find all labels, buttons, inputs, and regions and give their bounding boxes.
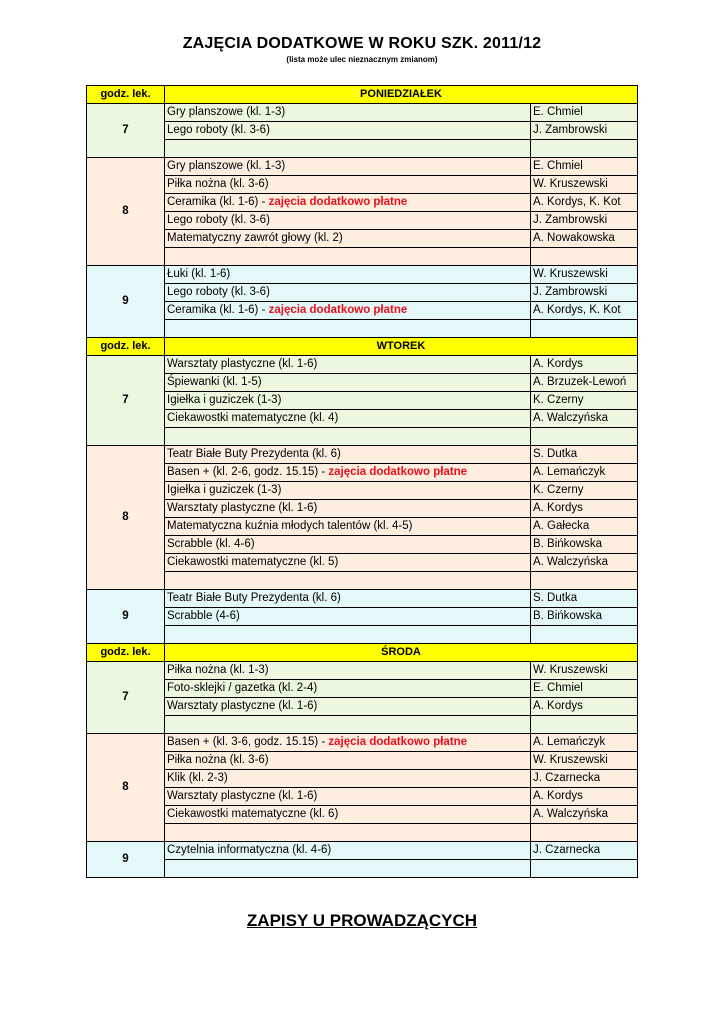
activity-cell bbox=[165, 410, 531, 428]
table-row bbox=[87, 698, 638, 716]
table-row bbox=[87, 230, 638, 248]
activity-cell bbox=[165, 230, 531, 248]
day-header-row bbox=[87, 644, 638, 662]
activity-cell bbox=[165, 608, 531, 626]
activity-cell bbox=[165, 536, 531, 554]
hour-column-header: godz. lek. bbox=[87, 338, 165, 356]
lesson-hour: 8 bbox=[87, 734, 165, 842]
activity-name: Basen + (kl. 3-6, godz. 15.15) - bbox=[167, 736, 329, 748]
table-row bbox=[87, 266, 638, 284]
activity-name: Gry planszowe (kl. 1-3) bbox=[167, 160, 286, 172]
table-row bbox=[87, 608, 638, 626]
lesson-hour: 7 bbox=[87, 104, 165, 158]
teacher-cell bbox=[531, 428, 638, 446]
table-row bbox=[87, 392, 638, 410]
teacher-cell bbox=[531, 716, 638, 734]
teacher-cell bbox=[531, 140, 638, 158]
activity-cell bbox=[165, 176, 531, 194]
activity-cell bbox=[165, 806, 531, 824]
teacher-cell: W. Kruszewski bbox=[531, 662, 638, 680]
activity-cell bbox=[165, 842, 531, 860]
activity-name: Czytelnia informatyczna (kl. 4-6) bbox=[167, 844, 332, 856]
activity-name: Warsztaty plastyczne (kl. 1-6) bbox=[167, 358, 318, 370]
activity-cell bbox=[165, 392, 531, 410]
paid-note: zajęcia dodatkowo płatne bbox=[328, 736, 468, 748]
activity-name: Piłka nożna (kl. 3-6) bbox=[167, 178, 269, 190]
table-row bbox=[87, 824, 638, 842]
activity-cell bbox=[165, 554, 531, 572]
table-row bbox=[87, 590, 638, 608]
activity-cell bbox=[165, 248, 531, 266]
teacher-cell: J. Czarnecka bbox=[531, 842, 638, 860]
activity-cell bbox=[165, 482, 531, 500]
page-subtitle: (lista może ulec nieznacznym zmianom) bbox=[286, 55, 438, 64]
teacher-cell: A. Lemańczyk bbox=[531, 734, 638, 752]
teacher-cell: A. Nowakowska bbox=[531, 230, 638, 248]
activity-cell bbox=[165, 788, 531, 806]
activity-name: Igiełka i guziczek (1-3) bbox=[167, 484, 282, 496]
activity-name: Śpiewanki (kl. 1-5) bbox=[167, 376, 262, 388]
activity-cell bbox=[165, 626, 531, 644]
table-row bbox=[87, 194, 638, 212]
activity-cell bbox=[165, 716, 531, 734]
activity-cell bbox=[165, 698, 531, 716]
table-row bbox=[87, 482, 638, 500]
paid-note: zajęcia dodatkowo płatne bbox=[268, 196, 408, 208]
day-name: WTOREK bbox=[165, 338, 638, 356]
teacher-cell: E. Chmiel bbox=[531, 104, 638, 122]
activity-name: Ciekawostki matematyczne (kl. 4) bbox=[167, 412, 339, 424]
activity-name: Teatr Białe Buty Prezydenta (kl. 6) bbox=[167, 448, 341, 460]
activity-name: Klik (kl. 2-3) bbox=[167, 772, 228, 784]
activity-name: Scrabble (4-6) bbox=[167, 610, 240, 622]
activity-cell bbox=[165, 320, 531, 338]
teacher-cell: A. Walczyńska bbox=[531, 554, 638, 572]
activity-cell bbox=[165, 356, 531, 374]
table-row bbox=[87, 140, 638, 158]
activity-cell bbox=[165, 860, 531, 878]
activity-name: Ceramika (kl. 1-6) - bbox=[167, 196, 269, 208]
teacher-cell: W. Kruszewski bbox=[531, 266, 638, 284]
teacher-cell: A. Kordys bbox=[531, 698, 638, 716]
teacher-cell: A. Kordys bbox=[531, 788, 638, 806]
table-row bbox=[87, 806, 638, 824]
table-row bbox=[87, 248, 638, 266]
lesson-hour: 8 bbox=[87, 446, 165, 590]
teacher-cell: E. Chmiel bbox=[531, 158, 638, 176]
teacher-cell: J. Zambrowski bbox=[531, 284, 638, 302]
table-row bbox=[87, 500, 638, 518]
table-row bbox=[87, 356, 638, 374]
activity-cell bbox=[165, 104, 531, 122]
activity-cell bbox=[165, 500, 531, 518]
activity-name: Warsztaty plastyczne (kl. 1-6) bbox=[167, 790, 318, 802]
table-row bbox=[87, 464, 638, 482]
activity-cell bbox=[165, 374, 531, 392]
teacher-cell: J. Czarnecka bbox=[531, 770, 638, 788]
teacher-cell: A. Kordys bbox=[531, 356, 638, 374]
activity-cell bbox=[165, 428, 531, 446]
teacher-cell: A. Walczyńska bbox=[531, 806, 638, 824]
activity-name: Ciekawostki matematyczne (kl. 6) bbox=[167, 808, 339, 820]
activity-cell bbox=[165, 446, 531, 464]
teacher-cell: A. Gałecka bbox=[531, 518, 638, 536]
table-row bbox=[87, 788, 638, 806]
activity-name: Ceramika (kl. 1-6) - bbox=[167, 304, 269, 316]
table-row bbox=[87, 860, 638, 878]
teacher-cell: S. Dutka bbox=[531, 446, 638, 464]
hour-column-header: godz. lek. bbox=[87, 86, 165, 104]
teacher-cell: B. Bińkowska bbox=[531, 536, 638, 554]
activity-cell bbox=[165, 590, 531, 608]
activity-name: Lego roboty (kl. 3-6) bbox=[167, 214, 270, 226]
activity-name: Teatr Białe Buty Prezydenta (kl. 6) bbox=[167, 592, 341, 604]
activity-name: Foto-sklejki / gazetka (kl. 2-4) bbox=[167, 682, 318, 694]
lesson-hour: 8 bbox=[87, 158, 165, 266]
lesson-hour: 7 bbox=[87, 662, 165, 734]
teacher-cell: E. Chmiel bbox=[531, 680, 638, 698]
table-row bbox=[87, 536, 638, 554]
teacher-cell: K. Czerny bbox=[531, 482, 638, 500]
table-row bbox=[87, 734, 638, 752]
table-row bbox=[87, 446, 638, 464]
teacher-cell: J. Zambrowski bbox=[531, 122, 638, 140]
activity-cell bbox=[165, 734, 531, 752]
table-row bbox=[87, 572, 638, 590]
table-row bbox=[87, 428, 638, 446]
lesson-hour: 9 bbox=[87, 842, 165, 878]
activity-name: Matematyczna kuźnia młodych talentów (kl. 4-5) bbox=[167, 520, 413, 532]
lesson-hour: 7 bbox=[87, 356, 165, 446]
teacher-cell: J. Zambrowski bbox=[531, 212, 638, 230]
teacher-cell bbox=[531, 572, 638, 590]
activity-cell bbox=[165, 752, 531, 770]
lesson-hour: 9 bbox=[87, 266, 165, 338]
activity-cell bbox=[165, 284, 531, 302]
table-row bbox=[87, 662, 638, 680]
activity-cell bbox=[165, 824, 531, 842]
teacher-cell bbox=[531, 248, 638, 266]
table-row bbox=[87, 626, 638, 644]
table-row bbox=[87, 752, 638, 770]
teacher-cell: K. Czerny bbox=[531, 392, 638, 410]
teacher-cell: B. Bińkowska bbox=[531, 608, 638, 626]
activity-name: Piłka nożna (kl. 1-3) bbox=[167, 664, 269, 676]
teacher-cell bbox=[531, 320, 638, 338]
day-name: ŚRODA bbox=[165, 644, 638, 662]
teacher-cell: W. Kruszewski bbox=[531, 176, 638, 194]
teacher-cell: A. Kordys, K. Kot bbox=[531, 302, 638, 320]
table-row bbox=[87, 104, 638, 122]
teacher-cell: A. Kordys bbox=[531, 500, 638, 518]
activity-cell bbox=[165, 158, 531, 176]
activity-name: Igiełka i guziczek (1-3) bbox=[167, 394, 282, 406]
signup-note: ZAPISY U PROWADZĄCYCH bbox=[246, 911, 478, 930]
activity-cell bbox=[165, 662, 531, 680]
hour-column-header: godz. lek. bbox=[87, 644, 165, 662]
activity-cell bbox=[165, 464, 531, 482]
activity-name: Matematyczny zawrót głowy (kl. 2) bbox=[167, 232, 343, 244]
teacher-cell: A. Kordys, K. Kot bbox=[531, 194, 638, 212]
table-row bbox=[87, 212, 638, 230]
activity-name: Piłka nożna (kl. 3-6) bbox=[167, 754, 269, 766]
activity-cell bbox=[165, 770, 531, 788]
table-row bbox=[87, 158, 638, 176]
activity-name: Warsztaty plastyczne (kl. 1-6) bbox=[167, 502, 318, 514]
activity-name: Gry planszowe (kl. 1-3) bbox=[167, 106, 286, 118]
table-row bbox=[87, 374, 638, 392]
activity-cell bbox=[165, 572, 531, 590]
activity-cell bbox=[165, 194, 531, 212]
teacher-cell: A. Lemańczyk bbox=[531, 464, 638, 482]
day-header-row bbox=[87, 338, 638, 356]
table-row bbox=[87, 122, 638, 140]
teacher-cell: W. Kruszewski bbox=[531, 752, 638, 770]
table-row bbox=[87, 770, 638, 788]
day-name: PONIEDZIAŁEK bbox=[165, 86, 638, 104]
table-row bbox=[87, 320, 638, 338]
teacher-cell: A. Brzuzek-Lewoń bbox=[531, 374, 638, 392]
activity-cell bbox=[165, 518, 531, 536]
lesson-hour: 9 bbox=[87, 590, 165, 644]
teacher-cell bbox=[531, 860, 638, 878]
table-row bbox=[87, 716, 638, 734]
activity-cell bbox=[165, 212, 531, 230]
table-row bbox=[87, 302, 638, 320]
table-row bbox=[87, 842, 638, 860]
page-title: ZAJĘCIA DODATKOWE W ROKU SZK. 2011/12 bbox=[182, 35, 542, 52]
activity-cell bbox=[165, 680, 531, 698]
schedule-table bbox=[86, 85, 638, 878]
table-row bbox=[87, 176, 638, 194]
table-row bbox=[87, 680, 638, 698]
activity-cell bbox=[165, 140, 531, 158]
activity-name: Scrabble (kl. 4-6) bbox=[167, 538, 255, 550]
teacher-cell: S. Dutka bbox=[531, 590, 638, 608]
paid-note: zajęcia dodatkowo płatne bbox=[268, 304, 408, 316]
activity-name: Ciekawostki matematyczne (kl. 5) bbox=[167, 556, 339, 568]
table-row bbox=[87, 410, 638, 428]
teacher-cell bbox=[531, 626, 638, 644]
paid-note: zajęcia dodatkowo płatne bbox=[328, 466, 468, 478]
table-row bbox=[87, 284, 638, 302]
activity-name: Lego roboty (kl. 3-6) bbox=[167, 124, 270, 136]
teacher-cell: A. Walczyńska bbox=[531, 410, 638, 428]
table-row bbox=[87, 554, 638, 572]
activity-name: Basen + (kl. 2-6, godz. 15.15) - bbox=[167, 466, 329, 478]
activity-name: Lego roboty (kl. 3-6) bbox=[167, 286, 270, 298]
activity-name: Łuki (kl. 1-6) bbox=[167, 268, 231, 280]
activity-cell bbox=[165, 266, 531, 284]
day-header-row bbox=[87, 86, 638, 104]
activity-cell bbox=[165, 302, 531, 320]
table-row bbox=[87, 518, 638, 536]
teacher-cell bbox=[531, 824, 638, 842]
activity-name: Warsztaty plastyczne (kl. 1-6) bbox=[167, 700, 318, 712]
activity-cell bbox=[165, 122, 531, 140]
